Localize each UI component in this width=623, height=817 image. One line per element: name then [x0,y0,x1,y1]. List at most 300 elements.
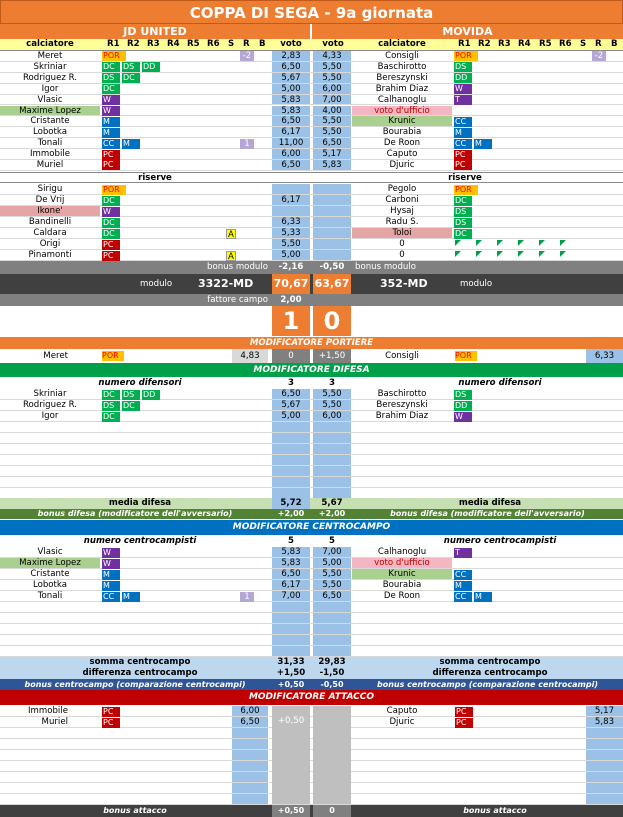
home-player-name: Igor [41,411,59,421]
away-vote-cell [313,488,351,498]
r6-header: R6 [207,39,220,49]
away-role-tag: POR [454,185,478,195]
table-row [0,477,623,488]
home-role-tag: DS [102,73,120,83]
away-player-name: 0 [399,250,405,260]
away-vote-cell [313,455,351,465]
away-attacco-vote: 5,83 [594,717,615,727]
away-vote-cell [313,206,351,216]
home-vote [272,206,310,216]
home-role-tag: DC [102,196,120,206]
table-row [0,783,623,794]
away-player-name: Calhanoglu [377,547,427,557]
away-media-label: media difesa [458,498,522,508]
home-bonus-badge: -2 [240,51,254,61]
away-role-tag: M [474,139,492,149]
flag-icon [455,251,461,257]
home-bonus-centro: +0,50 [277,680,305,689]
away-vote-cell [313,228,351,238]
home-attacco-name: Muriel [41,717,68,727]
home-bonus-attacco-label: bonus attacco [103,806,167,815]
home-role-tag: DC [102,218,120,228]
home-role-tag: M [102,581,120,591]
away-vote: 5,50 [322,569,342,579]
home-player-name: De Vrij [35,195,65,205]
away-bonus-modulo: -0,50 [319,262,345,272]
table-row [0,591,623,602]
table-row [0,184,623,195]
away-role-tag: PC [454,160,472,170]
away-role-tag: CC [454,139,472,149]
table-row [0,217,623,228]
away-vote-cell [313,422,351,432]
bonus-centro-row [0,679,623,690]
flag-icon [476,251,482,257]
home-role-tag: CC [102,592,120,602]
home-role-tag: DD [142,62,160,72]
away-r4-header: R4 [518,39,531,49]
home-role-tag: M [122,139,140,149]
away-vote: 5,83 [322,160,342,170]
away-attacco-vote-cell [586,794,623,804]
home-vote-header: voto [280,39,302,49]
home-player-name: Vlasic [37,547,63,557]
away-vote-cell [313,613,351,623]
away-player-name: Brahim Diaz [375,83,429,94]
home-player-name: Muriel [36,160,64,170]
table-row [0,400,623,411]
home-role-tag: M [102,117,120,127]
home-player-name: Cristante [30,116,70,127]
home-vote: 6,17 [281,127,301,138]
home-vote: 6,33 [281,217,301,227]
mod-attacco-title: MODIFICATORE ATTACCO [0,690,623,705]
fattore-campo-row [0,294,623,306]
away-vote-cell [313,602,351,612]
away-bonus-badge: -2 [592,51,606,61]
away-vote: 5,50 [322,580,342,590]
away-vote: 6,50 [322,138,342,149]
home-attacco-vote-cell [232,794,268,804]
home-role-tag: CC [102,139,120,149]
home-modulo: 3322-MD [198,277,254,290]
home-vote: 5,00 [281,411,301,421]
home-vote: 6,50 [281,389,301,399]
table-row [0,466,623,477]
home-player-name: Maxime Lopez [0,106,100,116]
away-role-tag: DS [454,62,472,72]
home-vote: 5,83 [281,547,301,557]
mod-portiere-row [0,349,623,363]
away-attacco-vote-cell [586,772,623,782]
away-player-name: voto d'ufficio [352,106,452,116]
away-role-tag: DS [454,390,472,400]
away-player-name: De Roon [383,138,421,149]
home-role-tag: M [102,128,120,138]
attacco-away-mid [313,706,351,804]
home-role-tag: M [102,570,120,580]
modulo-row [0,274,623,294]
mod-portiere-home-vote: 4,83 [232,349,268,363]
home-difesa-count: 3 [288,378,294,388]
home-vote: 6,50 [281,116,301,127]
flag-icon [539,251,545,257]
mod-portiere-title: MODIFICATORE PORTIERE [0,337,623,349]
away-player-name: Djuric [389,160,415,170]
table-row [0,739,623,750]
home-total: 70,67 [272,274,310,294]
away-difesa-count: 3 [329,378,335,388]
away-player-name: De Roon [383,591,421,601]
table-row [0,728,623,739]
away-somma: 29,83 [318,657,346,667]
table-row [0,772,623,783]
away-r5-header: R5 [539,39,552,49]
r-header: R [243,39,250,49]
away-attacco-role: PC [455,707,473,717]
mod-portiere-home-role: POR [102,351,124,361]
player-header: calciatore [26,39,74,49]
b-header: B [259,39,266,49]
table-row [0,444,623,455]
home-player-name: Pinamonti [28,250,72,260]
home-vote-cell [272,466,310,476]
away-role-tag: DC [454,196,472,206]
home-vote-cell [272,646,310,656]
away-vote: 5,50 [322,116,342,127]
away-vote-cell [313,444,351,454]
table-row [0,411,623,422]
home-bonus-attacco: +0,50 [272,805,310,817]
away-role-tag: M [454,581,472,591]
away-vote-cell [313,624,351,634]
away-player-name: Bourabia [382,580,422,590]
home-vote-cell [272,433,310,443]
r4-header: R4 [167,39,180,49]
away-bonus-centro-label: bonus centrocampo (comparazione centrocampi) [376,680,598,689]
home-attacco-vote: 6,50 [240,717,260,727]
away-player-header: calciatore [378,39,426,49]
away-role-tag: DD [454,401,472,411]
home-attacco-vote-cell [232,739,268,749]
flag-icon [560,251,566,257]
away-attacco-name: Caputo [386,706,418,716]
home-player-name: Maxime Lopez [0,558,100,568]
home-role-tag: DD [142,390,160,400]
away-r6-header: R6 [559,39,572,49]
home-attacco-vote-cell [232,783,268,793]
home-vote-cell [272,613,310,623]
home-player-name: Meret [37,51,63,61]
away-role-tag: DS [454,207,472,217]
away-vote-cell [313,646,351,656]
table-row [0,149,623,160]
home-vote: 6,17 [281,195,301,205]
reserves-header [0,172,623,183]
table-row [0,138,623,149]
home-reserves-label: riserve [138,173,172,182]
flag-icon [560,240,566,246]
away-bonus-difesa-label: bonus difesa (modificatore dell'avversario) [390,509,585,518]
table-row [0,602,623,613]
away-vote-cell [313,239,351,249]
away-player-name: Krunic [352,569,452,579]
away-player-name: 0 [399,239,405,249]
away-r-header: R [595,39,602,49]
table-row [0,761,623,772]
home-vote: 5,67 [281,72,301,83]
away-player-name: Bereszynski [376,400,428,410]
away-r3-header: R3 [498,39,511,49]
home-vote: 5,50 [281,239,301,249]
home-bonus-difesa: +2,00 [277,509,305,518]
mod-difesa-count-row [0,378,623,388]
away-player-name: Radu S. [385,217,419,227]
away-player-name: Caputo [386,149,418,159]
home-difesa-count-label: numero difensori [98,378,182,388]
home-somma-label: somma centrocampo [89,657,191,667]
mod-portiere-away-bonus: +1,50 [313,349,351,363]
home-vote-cell [272,488,310,498]
away-player-name: Calhanoglu [377,94,427,105]
away-role-tag: W [454,84,472,94]
away-role-tag: DD [454,73,472,83]
away-vote: 5,17 [322,149,342,159]
home-player-name: Rodriguez R. [22,400,78,410]
somma-row [0,657,623,668]
modulo-label: modulo [140,279,173,289]
home-centro-count-label: numero centrocampisti [83,536,197,546]
home-substitute-marker: A [226,229,236,239]
home-role-tag: POR [102,185,126,195]
modulo-label-away: modulo [460,279,493,289]
home-attacco-vote-cell [232,750,268,760]
flag-icon [497,240,503,246]
home-team-name: JD UNITED [0,24,311,39]
home-role-tag: DC [122,401,140,411]
s-header: S [228,39,235,49]
away-player-name: Bereszynski [376,72,428,83]
r1-header: R1 [107,39,120,49]
away-vote: 5,50 [322,127,342,138]
home-vote: 7,00 [281,591,301,601]
away-vote: 5,50 [322,389,342,399]
away-bonus-attacco-label: bonus attacco [463,806,527,815]
table-row [0,558,623,569]
away-score: 0 [313,306,351,336]
away-vote: 6,00 [322,411,342,421]
away-role-tag: DS [454,218,472,228]
home-bonus-modulo: -2,16 [278,262,304,272]
table-row [0,433,623,444]
away-vote-cell [313,195,351,205]
home-role-tag: DC [102,84,120,94]
home-attacco-vote-cell [232,761,268,771]
away-role-tag: M [454,128,472,138]
away-bonus-difesa: +2,00 [318,509,346,518]
home-vote: 2,83 [281,51,301,61]
flag-icon [455,240,461,246]
table-row [0,613,623,624]
away-s-header: S [580,39,587,49]
diff-row [0,668,623,679]
home-role-tag: DS [122,390,140,400]
fattore-campo-label: fattore campo [207,295,268,305]
home-substitute-marker: A [226,251,236,261]
home-player-name: Tonali [37,138,63,149]
table-row [0,646,623,657]
away-role-tag: T [454,548,472,558]
home-score: 1 [272,306,310,336]
away-vote: 5,50 [322,72,342,83]
home-vote-cell [272,635,310,645]
away-vote-cell [313,217,351,227]
away-player-name: Toloi [352,228,452,238]
away-vote: 7,00 [322,547,342,557]
home-player-name: Vlasic [37,94,63,105]
table-row [0,84,623,95]
home-attacco-role: PC [102,718,120,728]
home-diff-label: differenza centrocampo [82,668,198,678]
table-row [0,706,623,717]
away-role-tag: W [454,412,472,422]
home-attacco-vote: 6,00 [240,706,260,716]
away-team-name: MOVIDA [312,24,623,39]
table-row [0,116,623,127]
table-row [0,160,623,171]
away-player-name: Hysaj [390,206,414,216]
home-vote-cell [272,444,310,454]
home-bonus-centro-label: bonus centrocampo (comparazione centrocampi) [24,680,246,689]
mod-portiere-away-vote: 6,33 [586,349,623,363]
mod-portiere-away-role: POR [455,351,477,361]
bonus-modulo-row [0,261,623,274]
home-role-tag: W [102,559,120,569]
away-total: 63,67 [313,274,351,294]
table-row [0,455,623,466]
away-vote-cell [313,433,351,443]
home-player-name: Bandinelli [28,217,72,227]
home-centro-count: 5 [288,536,294,546]
away-vote-cell [313,250,351,260]
r5-header: R5 [187,39,200,49]
home-role-tag: W [102,207,120,217]
away-centro-count: 5 [329,536,335,546]
away-player-name: Krunic [352,116,452,126]
away-player-name: Bourabia [382,127,422,138]
home-vote-cell [272,455,310,465]
home-role-tag: PC [102,150,120,160]
home-vote: 5,83 [281,558,301,568]
home-attacco-role: PC [102,707,120,717]
home-vote: 6,50 [281,160,301,170]
score-row [0,306,623,336]
away-role-tag: CC [454,592,472,602]
home-player-name: Immobile [29,149,71,159]
home-vote-cell [272,602,310,612]
header-row [0,39,623,51]
away-player-name: Pegolo [387,184,417,194]
away-attacco-vote-cell [586,739,623,749]
home-player-name: Igor [41,83,59,94]
home-bonus-badge: 1 [240,139,254,149]
r2-header: R2 [127,39,140,49]
table-row [0,569,623,580]
table-row [0,580,623,591]
home-player-name: Caldara [33,228,67,238]
away-vote: 5,50 [322,400,342,410]
table-row [0,750,623,761]
away-somma-label: somma centrocampo [439,657,541,667]
table-row [0,250,623,261]
away-attacco-name: Djuric [389,717,415,727]
mod-difesa-title: MODIFICATORE DIFESA [0,363,623,377]
home-vote: 6,17 [281,580,301,590]
attacco-home-mid: +0,50 [272,706,310,804]
away-vote: 6,00 [322,83,342,94]
home-player-name: Skriniar [33,389,67,399]
home-role-tag: PC [102,251,120,261]
table-row [0,206,623,217]
home-vote: 5,00 [281,250,301,260]
away-vote: 7,00 [322,94,342,105]
home-vote: 5,67 [281,400,301,410]
table-row [0,195,623,206]
away-player-name: Baschirotto [377,389,427,399]
away-player-name: Carboni [385,195,419,205]
flag-icon [476,240,482,246]
home-role-tag: DS [122,62,140,72]
table-row [0,127,623,138]
home-vote: 5,83 [281,105,301,116]
table-row [0,624,623,635]
home-role-tag: W [102,95,120,105]
table-row [0,422,623,433]
table-row [0,794,623,805]
r3-header: R3 [147,39,160,49]
home-role-tag: POR [102,51,126,61]
away-difesa-count-label: numero difensori [458,378,542,388]
away-attacco-role: PC [455,718,473,728]
home-role-tag: DC [122,73,140,83]
home-attacco-vote-cell [232,728,268,738]
away-reserves-label: riserve [448,173,482,182]
home-bonus-badge: 1 [240,592,254,602]
away-centro-count-label: numero centrocampisti [443,536,557,546]
home-attacco-vote-cell [232,772,268,782]
home-diff: +1,50 [276,668,306,678]
home-vote-cell [272,477,310,487]
flag-icon [497,251,503,257]
away-attacco-vote-cell [586,728,623,738]
away-b-header: B [611,39,618,49]
home-media-value: 5,72 [272,498,310,509]
home-player-name: Lobotka [32,580,68,590]
home-player-name: Ikone' [0,206,100,216]
home-somma: 31,33 [277,657,305,667]
away-modulo: 352-MD [380,277,428,290]
home-role-tag: DC [102,412,120,422]
home-vote: 11,00 [278,138,304,149]
mod-centro-count-row [0,536,623,547]
home-player-name: Rodriguez R. [22,72,78,83]
away-player-name: voto d'ufficio [352,558,452,568]
table-row [0,635,623,646]
table-row [0,73,623,84]
away-vote-cell [313,466,351,476]
fattore-campo-value: 2,00 [280,295,302,305]
away-player-name: Consigli [385,51,419,61]
